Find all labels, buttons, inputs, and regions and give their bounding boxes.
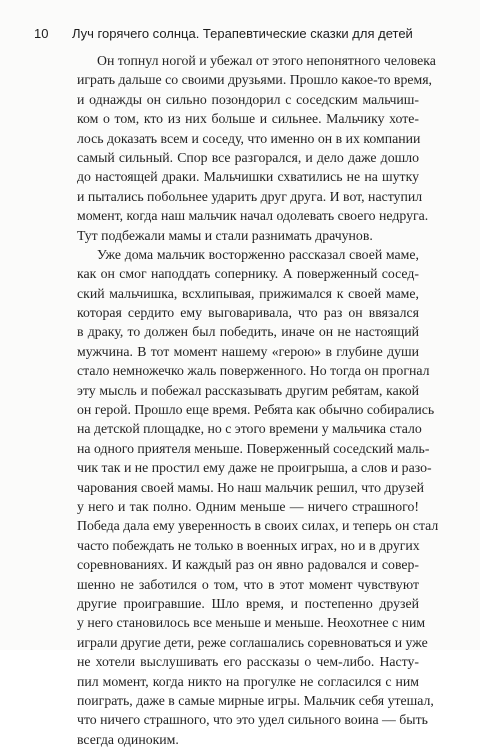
text-line: пил момент, когда никто на прогулке не согласился с ним [77, 673, 419, 689]
text-line: и пытались побольнее ударить друг друга. И вот, наступил [77, 188, 423, 204]
text-line: самый сильный. Спор все разгорался, и дело даже дошло [77, 149, 419, 165]
text-line: другие проигравшие. Шло время, и постепенно друзей [77, 595, 419, 611]
text-line: у него и так полно. Одним меньше — ничего страшного! [77, 498, 419, 514]
text-line: до настоящей драки. Мальчишки схватились не на шутку [77, 169, 419, 185]
text-line: играть дальше со своими друзьями. Прошло какое-то время, [77, 72, 432, 88]
text-line: ком о том, кто из них больше и сильнее. Мальчику хоте- [77, 111, 419, 127]
text-line: соревнованиях. И каждый раз он явно радовался и совер- [77, 557, 419, 573]
page-number: 10 [34, 26, 49, 41]
text-line: на детской площадке, но с этого времени у мальчика стало [77, 421, 422, 437]
text-line: как он смог наподдать сопернику. А поверженный сосед- [77, 266, 419, 282]
text-line: и однажды он сильно позондорил с соседским мальчиш- [77, 91, 419, 107]
text-line: у него становилось все меньше и меньше. Неохотнее с ним [77, 615, 426, 631]
paragraph [77, 51, 436, 245]
body-text [77, 51, 439, 749]
text-line: эту мысль и побежал рассказывать другим ребятам, какой [77, 382, 419, 398]
text-line: Он топнул ногой и убежал от этого непонятного человека [97, 53, 436, 68]
text-line: Победа дала ему уверенность в своих силах, и теперь он стал [77, 518, 439, 534]
text-line: он герой. Прошло еще время. Ребята как обычно собирались [77, 402, 435, 418]
text-line: всегда одиноким. [77, 731, 179, 747]
running-title: Луч горячего солнца. Терапевтические сказки для детей [72, 26, 413, 41]
text-line: шенно не заботился о том, что в этот момент чувствуют [77, 576, 419, 592]
text-line: что ничего страшного, что это удел сильного воина — быть [77, 712, 428, 728]
text-line: лось доказать всем и соседу, что именно он в их компании [77, 130, 421, 146]
text-line: которая сердито ему выговаривала, что раз он ввязался [77, 305, 419, 321]
text-line: ский мальчишка, всхлипывая, прижимался к своей маме, [77, 285, 419, 301]
text-line: не хотели выслушивать его рассказы о чем-либо. Насту- [77, 654, 419, 670]
text-line: в драку, то должен был победить, иначе он не настоящий [77, 324, 419, 340]
page-header [34, 26, 452, 46]
text-line: на одного приятеля меньше. Поверженный соседский маль- [77, 440, 430, 456]
text-line: чарования своей мамы. Но наш мальчик решил, что друзей [77, 479, 425, 495]
text-line: момент, когда наш мальчик начал одолевать своего недруга. [77, 208, 429, 224]
text-line: стало немножечко жаль поверженного. Но тогда он прогнал [77, 363, 430, 379]
text-line: Уже дома мальчик восторженно рассказал своей маме, [97, 246, 419, 262]
paragraph [77, 245, 439, 749]
text-line: играли другие дети, реже соглашались соревноваться и уже [77, 634, 428, 650]
text-line: чик так и не простил ему даже не проигрыша, а слов и разо- [77, 460, 432, 476]
text-line: поиграть, даже в самые мирные игры. Мальчик себя утешал, [77, 692, 434, 708]
text-line: мужчина. В тот момент нашему «герою» в глубине души [77, 343, 419, 359]
text-line: Тут подбежали мамы и стали разнимать драчунов. [77, 227, 373, 243]
text-line: часто побеждать не только в военных играх, но и в других [77, 537, 420, 553]
